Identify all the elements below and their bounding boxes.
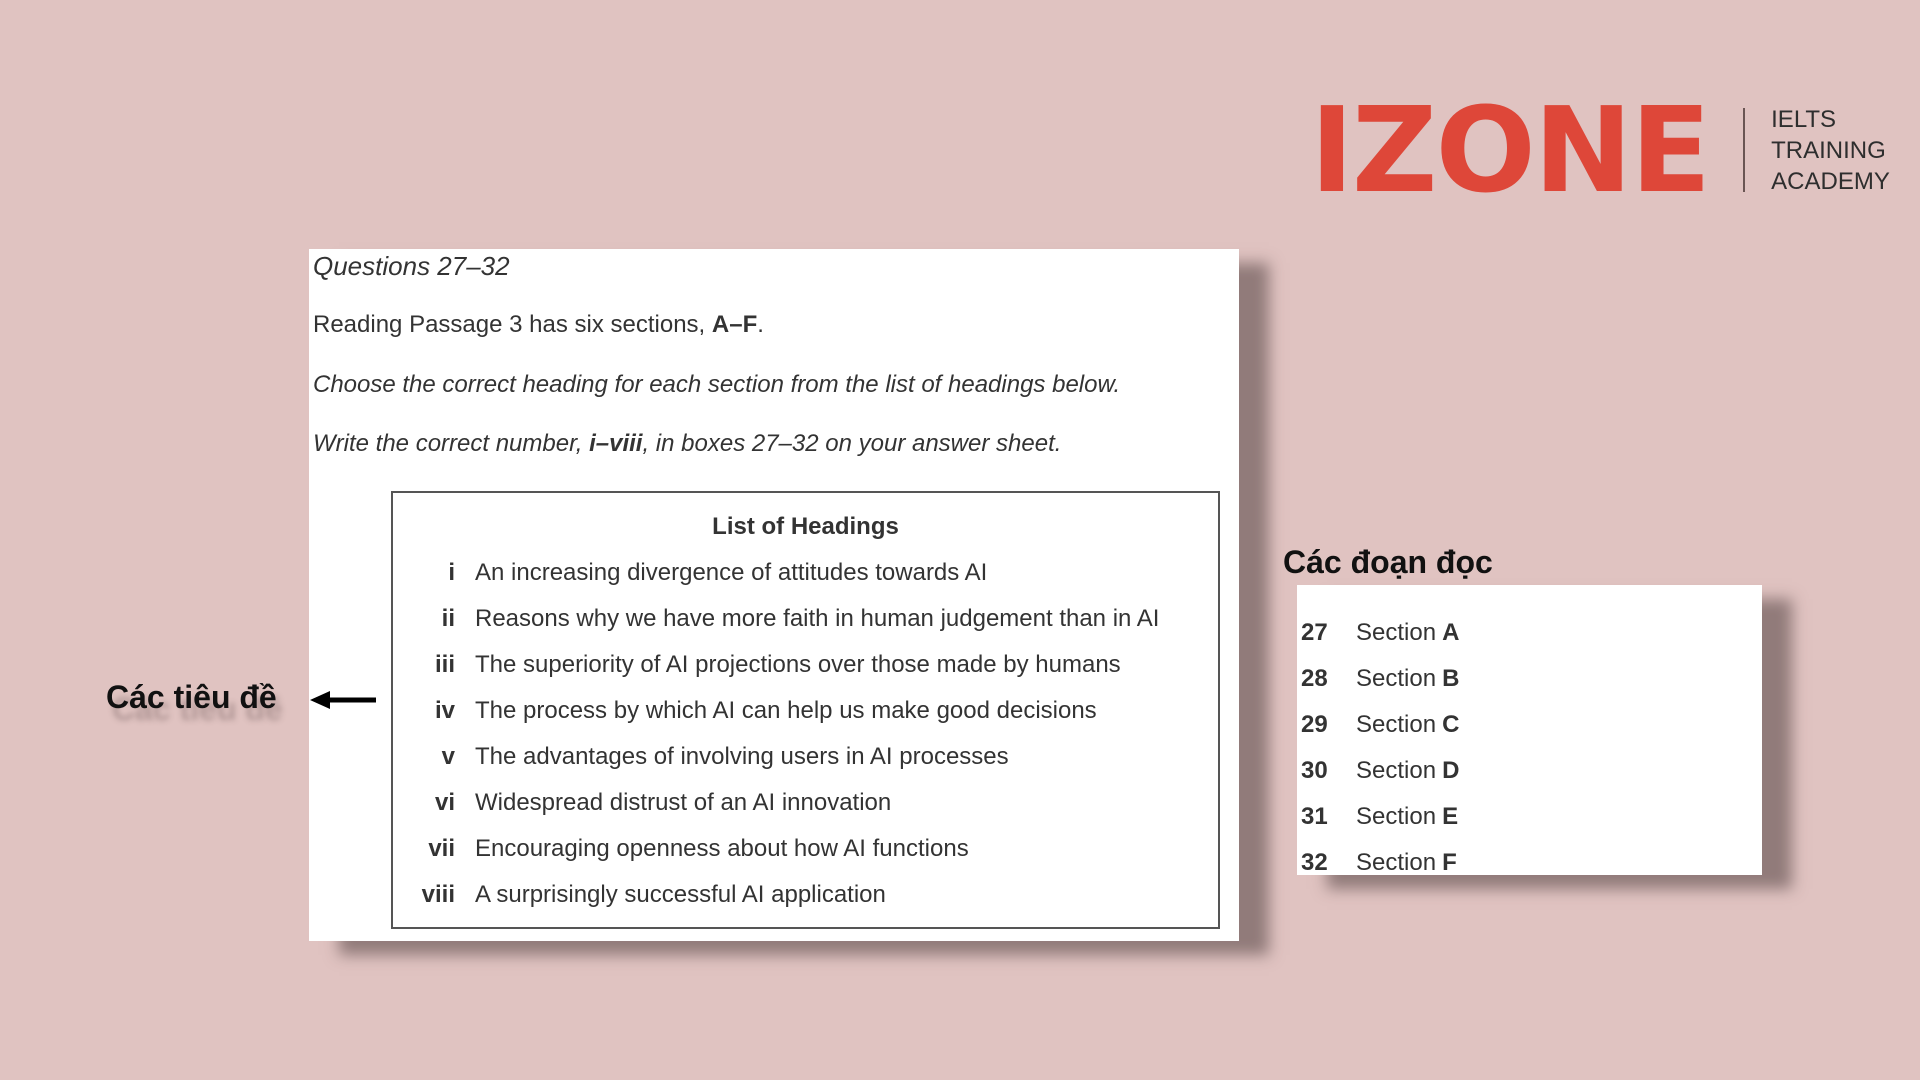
sections-card — [1297, 585, 1762, 875]
section-letter: B — [1442, 665, 1460, 692]
section-word: Section — [1356, 665, 1437, 692]
section-item — [1301, 619, 1459, 647]
heading-number: viii — [421, 881, 455, 908]
headings-annotation-label: Các tiêu đề — [106, 679, 277, 715]
section-word: Section — [1356, 803, 1437, 830]
section-number: 28 — [1301, 665, 1328, 692]
instruction-bold: A–F — [711, 311, 758, 338]
section-item — [1301, 711, 1459, 739]
question-card — [309, 249, 1239, 941]
logo-tagline-line: IELTS — [1771, 105, 1837, 133]
heading-text: Encouraging openness about how AI functions — [475, 835, 969, 862]
instruction-bold: i–viii — [589, 430, 643, 457]
instruction-choose: Choose the correct heading for each section from the list of headings below. — [313, 371, 1121, 398]
section-letter: A — [1442, 619, 1460, 646]
heading-text: An increasing divergence of attitudes towards AI — [475, 559, 988, 586]
heading-text: The process by which AI can help us make good decisions — [475, 697, 1097, 724]
instruction-text: . — [757, 311, 764, 338]
section-item — [1301, 665, 1459, 693]
section-letter: F — [1442, 849, 1457, 876]
heading-number: vi — [434, 789, 455, 816]
section-item — [1301, 757, 1459, 785]
logo-tagline-line: ACADEMY — [1771, 167, 1890, 195]
section-number: 32 — [1301, 849, 1328, 876]
logo-wordmark: IZONE — [1310, 81, 1710, 219]
izone-logo — [1310, 81, 1890, 219]
section-word: Section — [1356, 849, 1437, 876]
section-number: 30 — [1301, 757, 1328, 784]
instruction-text: , in boxes 27–32 on your answer sheet. — [642, 430, 1062, 457]
heading-number: i — [448, 559, 455, 586]
heading-number: v — [441, 743, 455, 770]
section-word: Section — [1356, 711, 1437, 738]
heading-text: The superiority of AI projections over those made by humans — [475, 651, 1121, 678]
instruction-write — [313, 430, 1061, 458]
section-number: 29 — [1301, 711, 1328, 738]
logo-tagline — [1771, 104, 1890, 197]
section-letter: C — [1442, 711, 1460, 738]
list-of-headings-title: List of Headings — [712, 513, 899, 540]
questions-title: Questions 27–32 — [313, 251, 510, 281]
left-arrow-icon — [310, 688, 378, 712]
list-of-headings-box — [391, 491, 1220, 929]
heading-text: A surprisingly successful AI application — [475, 881, 886, 908]
section-word: Section — [1356, 619, 1437, 646]
section-item — [1301, 849, 1457, 877]
logo-divider — [1743, 108, 1745, 192]
sections-annotation-label: Các đoạn đọc — [1283, 544, 1493, 580]
heading-number: vii — [428, 835, 455, 862]
heading-text: Widespread distrust of an AI innovation — [475, 789, 892, 816]
logo-tagline-line: TRAINING — [1771, 136, 1886, 164]
instruction-sections — [313, 311, 764, 339]
instruction-text: Reading Passage 3 has six sections, — [313, 311, 712, 338]
section-item — [1301, 803, 1458, 831]
section-letter: E — [1442, 803, 1459, 830]
instruction-text: Write the correct number, — [313, 430, 590, 457]
section-number: 31 — [1301, 803, 1328, 830]
section-letter: D — [1442, 757, 1460, 784]
heading-text: The advantages of involving users in AI processes — [475, 743, 1009, 770]
heading-number: iv — [434, 697, 455, 724]
heading-text: Reasons why we have more faith in human judgement than in AI — [475, 605, 1160, 632]
section-number: 27 — [1301, 619, 1328, 646]
heading-number: iii — [434, 651, 455, 678]
section-word: Section — [1356, 757, 1437, 784]
heading-number: ii — [441, 605, 455, 632]
